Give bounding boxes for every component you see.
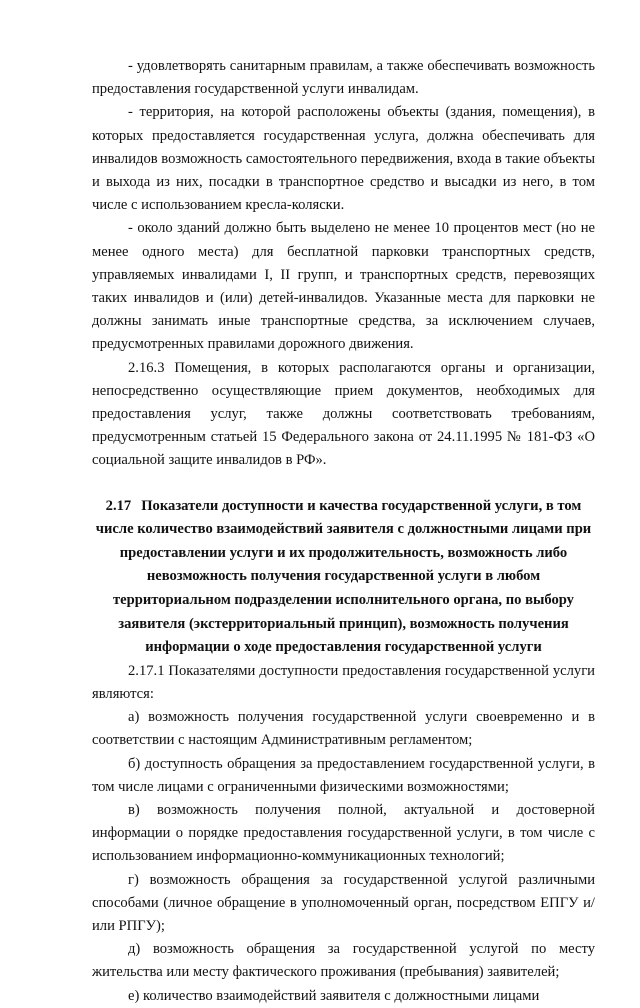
paragraph-2-16-3: 2.16.3 Помещения, в которых располагаются органы и организации, непосредственно осуществляющие прием документов, необходимых для предоставления услуг, также должны соответствовать требованиям, предусмотренным статьей 15 Федерального закона от 24.11.1995 № 181-ФЗ «О социальной защите инвалидов в РФ». [92, 359, 595, 469]
list-item-e: е) количество взаимодействий заявителя с должностными лицами [128, 987, 540, 1004]
section-title: Показатели доступности и качества государственной услуги, в том числе количество взаимодействий заявителя с должностными лицами при предоставлении услуги и их продолжительность, возможность либо невозможность получения государственной услуги в любом территориальном подразделении исполнительного органа, по выбору заявителя (экстерриториальный принцип), возможность получения информации о ходе предоставления государственной услуги [95, 497, 592, 656]
document-page [92, 55, 595, 1008]
list-item-v: в) возможность получения полной, актуальной и достоверной информации о порядке предоставления государственной услуги, в том числе с использованием информационно-коммуникационных технологий; [92, 802, 595, 865]
paragraph-parking: - около зданий должно быть выделено не менее 10 процентов мест (но не менее одного места) для бесплатной парковки транспортных средств, управляемых инвалидами I, II групп, и транспортных средств, перевозящих таких инвалидов и (или) детей-инвалидов. Указанные места для парковки не должны занимать иные транспортные средства, за исключением случаев, предусмотренных правилами дорожного движения. [92, 220, 595, 353]
section-heading [92, 495, 595, 660]
paragraph-sanitary-rules: - удовлетворять санитарным правилам, а также обеспечивать возможность предоставления государственной услуги инвалидам. [92, 58, 595, 98]
paragraph-2-17-1: 2.17.1 Показателями доступности предоставления государственной услуги являются: [92, 662, 595, 703]
section-number: 2.17 [105, 497, 132, 514]
list-item-d: д) возможность обращения за государственной услугой по месту жительства или месту фактического проживания (пребывания) заявителей; [92, 941, 595, 981]
list-item-b: б) доступность обращения за предоставлением государственной услуги, в том числе лицами с ограниченными физическими возможностями; [92, 755, 595, 795]
paragraph-territory-access: - территория, на которой расположены объекты (здания, помещения), в которых предоставляется государственная услуга, должна обеспечивать для инвалидов возможность самостоятельного передвижения, входа в такие объекты и выхода из них, посадки в транспортное средство и высадки из него, в том числе с использованием кресла-коляски. [92, 104, 595, 214]
list-item-g: г) возможность обращения за государственной услугой различными способами (личное обращение в уполномоченный орган, посредством ЕПГУ и/или РПГУ); [92, 871, 595, 935]
list-item-a: а) возможность получения государственной услуги своевременно и в соответствии с настоящим Административным регламентом; [92, 709, 595, 749]
